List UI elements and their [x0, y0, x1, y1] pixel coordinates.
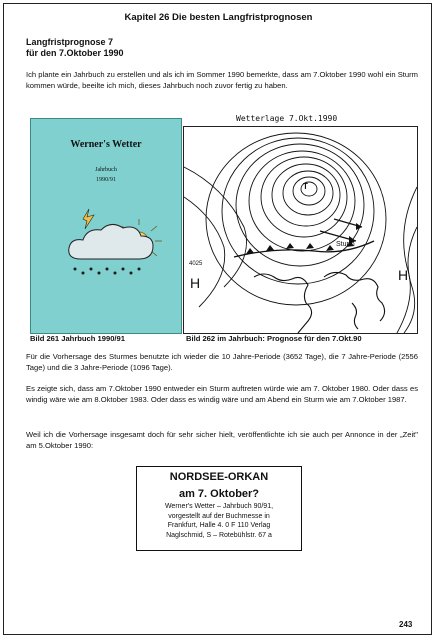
caption-bild-262: Bild 262 im Jahrbuch: Prognose für den 7.Okt.90 — [186, 334, 362, 343]
cover-subtitle: Jahrbuch — [95, 167, 117, 173]
forecast-title: Langfristprognose 7 — [26, 37, 114, 47]
yearbook-cover-image — [30, 118, 182, 334]
weather-symbol-icon — [31, 119, 181, 333]
storm-label: Sturm — [336, 241, 355, 248]
weather-map-image — [183, 126, 418, 334]
ad-line: Werner's Wetter – Jahrbuch 90/91, — [164, 503, 274, 510]
pressure-label: 4025 — [189, 261, 203, 267]
caption-bild-261: Bild 261 Jahrbuch 1990/91 — [30, 334, 125, 343]
low-pressure-label: T — [303, 182, 308, 191]
periods-paragraph: Für die Vorhersage des Sturmes benutzte ich wieder die 10 Jahre-Periode (3652 Tage), die 7 Jahre-Periode (2556 Tage) und die 3 Jahre-Periode (1096 Tage). — [26, 352, 418, 372]
chapter-heading: Kapitel 26 Die besten Langfristprognosen — [124, 12, 313, 23]
intro-paragraph: Ich plante ein Jahrbuch zu erstellen und als ich im Sommer 1990 bemerkte, dass am 7.Oktober 1990 wohl ein Sturm kommen würde, beeilte ich mich, dieses Jahrbuch noch zuvor fertig zu haben. — [26, 70, 418, 90]
ad-line: Naglschmid, S – Rotebühlstr. 67 a — [166, 531, 272, 539]
page-number: 243 — [399, 620, 413, 629]
high-pressure-label-east: H — [398, 267, 409, 283]
weather-map-label: Wetterlage 7.Okt.1990 — [236, 114, 338, 123]
ad-line: vorgestellt auf der Buchmesse in — [168, 512, 270, 520]
cover-title: Werner's Wetter — [70, 139, 142, 150]
announcement-paragraph: Weil ich die Vorhersage insgesamt doch für sehr sicher hielt, veröffentlichte ich sie auch per Annonce in der „Zeit" am 5.Oktober 1990: — [26, 430, 418, 450]
high-pressure-label-west: H — [190, 275, 201, 291]
forecast-heading — [26, 37, 124, 59]
isobar-chart-graphic — [184, 127, 417, 333]
ad-line: Frankfurt, Halle 4. 0 F 110 Verlag — [167, 522, 271, 530]
ad-headline: NORDSEE-ORKAN — [169, 471, 269, 483]
ad-body — [137, 502, 301, 540]
forecast-date: für den 7.Oktober 1990 — [26, 48, 124, 58]
ad-subheadline: am 7. Oktober? — [178, 488, 260, 500]
result-paragraph: Es zeigte sich, dass am 7.Oktober 1990 entweder ein Sturm auftreten würde wie am 7. Oktober 1980. Oder dass es windig wäre wie am 8.Oktober 1983. Oder dass es windig wäre und am Abend ein Sturm wie am 7.Oktober 1987. — [26, 384, 418, 404]
cover-years: 1990/91 — [96, 177, 116, 183]
newspaper-ad — [136, 466, 302, 551]
